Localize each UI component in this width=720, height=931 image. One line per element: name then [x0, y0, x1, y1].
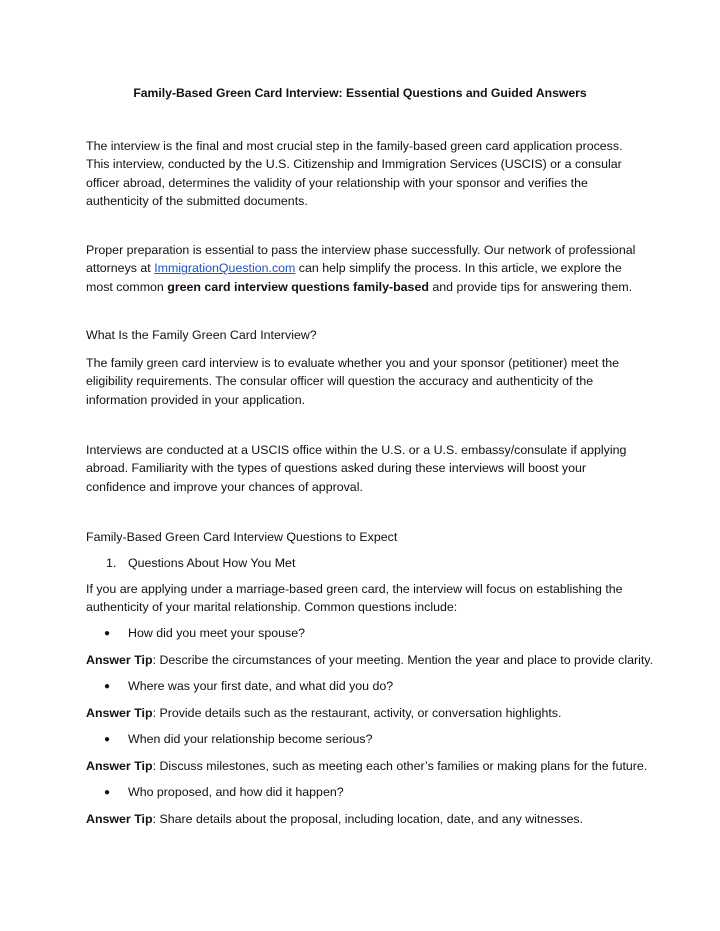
answer-tip-text: : Describe the circumstances of your meeting. Mention the year and place to provide clarity.	[152, 653, 654, 667]
bullet-icon: ●	[104, 787, 111, 798]
answer-tip	[86, 757, 666, 775]
question-text: When did your relationship become serious?	[128, 732, 373, 746]
list-number: 1.	[106, 556, 117, 570]
prep-text-end: and provide tips for answering them.	[428, 279, 633, 294]
answer-tip-label: Answer Tip	[86, 706, 153, 720]
numbered-list-item	[106, 554, 295, 572]
answer-tip-text: : Share details about the proposal, including location, date, and any witnesses.	[152, 812, 584, 826]
bullet-icon: ●	[104, 681, 111, 692]
answer-tip-label: Answer Tip	[86, 759, 153, 773]
list-item	[104, 624, 305, 643]
answer-tip-text: : Provide details such as the restaurant, activity, or conversation highlights.	[152, 706, 562, 720]
list-item	[104, 677, 393, 696]
marriage-based-paragraph: If you are applying under a marriage-based green card, the interview will focus on establishing the authenticity of your marital relationship. Common questions include:	[86, 582, 623, 615]
answer-tip	[86, 704, 666, 722]
answer-tip	[86, 810, 666, 828]
answer-tip-text: : Discuss milestones, such as meeting each other’s families or making plans for the future.	[152, 759, 648, 773]
section-heading-questions-to-expect: Family-Based Green Card Interview Questions to Expect	[86, 530, 398, 544]
question-text: How did you meet your spouse?	[128, 626, 306, 640]
bullet-icon: ●	[104, 628, 111, 639]
prep-text-before-link: Proper preparation is essential to pass the interview phase successfully. Our network of professional attorneys at	[86, 243, 636, 276]
prep-bold-keyword: green card interview questions family-based	[167, 279, 429, 294]
section-heading-family-interview: What Is the Family Green Card Interview?	[86, 328, 317, 342]
document-title: Family-Based Green Card Interview: Essential Questions and Guided Answers	[133, 86, 587, 100]
answer-tip	[86, 651, 666, 669]
numbered-item-text: Questions About How You Met	[128, 556, 296, 570]
family-interview-paragraph-2: Interviews are conducted at a USCIS office within the U.S. or a U.S. embassy/consulate if applying abroad. Familiarity with the types of questions asked during these interviews will boost your confidence and improve your chances of approval.	[86, 443, 627, 494]
answer-tip-label: Answer Tip	[86, 812, 153, 826]
prep-text-after-link: can help simplify the process. In this article, we explore the most common	[86, 261, 622, 294]
bullet-icon: ●	[104, 734, 111, 745]
list-item	[104, 730, 373, 749]
preparation-paragraph	[86, 241, 646, 296]
question-text: Who proposed, and how did it happen?	[128, 785, 344, 799]
answer-tip-label: Answer Tip	[86, 653, 153, 667]
intro-paragraph: The interview is the final and most crucial step in the family-based green card application process. This interview, conducted by the U.S. Citizenship and Immigration Services (USCIS) or a consular officer abroad, determines the validity of your relationship with your sponsor and verifies the authenticity of the submitted documents.	[86, 139, 623, 208]
immigration-question-link[interactable]: ImmigrationQuestion.com	[154, 261, 296, 276]
list-item	[104, 783, 344, 802]
family-interview-paragraph-1: The family green card interview is to evaluate whether you and your sponsor (petitioner) meet the eligibility requirements. The consular officer will question the accuracy and authenticity of the information provided in your application.	[86, 356, 620, 407]
question-text: Where was your first date, and what did you do?	[128, 679, 394, 693]
